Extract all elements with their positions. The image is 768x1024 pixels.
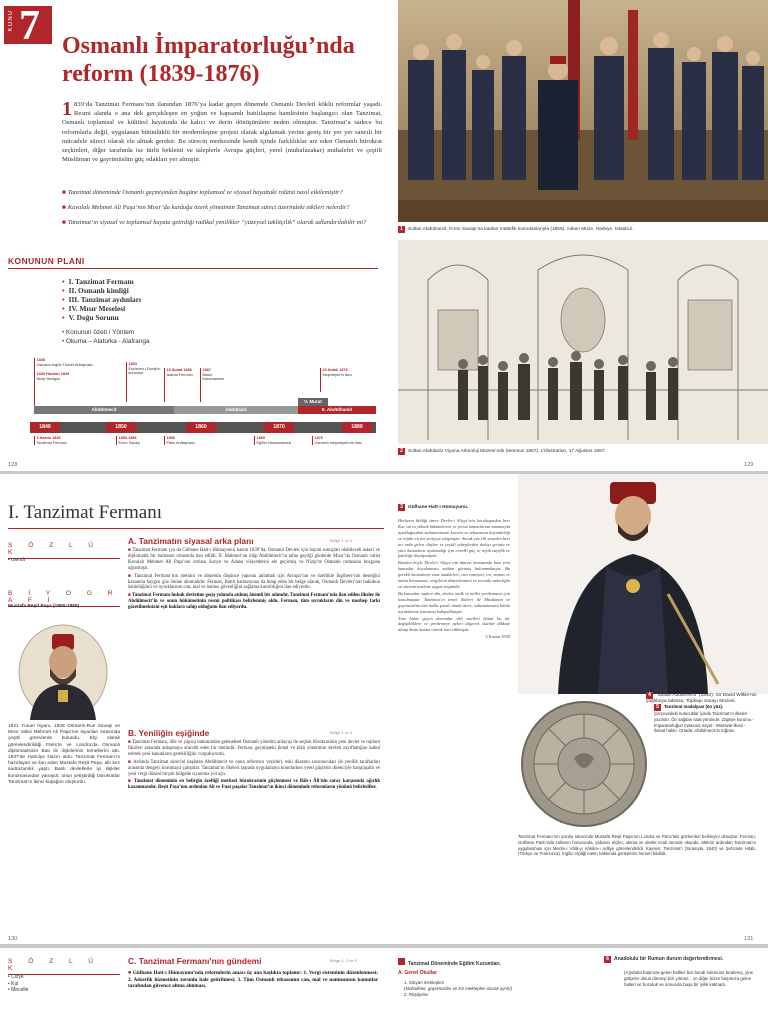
engraving-abdulaziz-vienna [398, 240, 768, 444]
caption-number: 4 [646, 692, 653, 699]
sozluk-heading: S Ö Z L Ü K [8, 958, 120, 975]
timeline-event: 1853 Ercümen-i Daniş’in kuruluşu [126, 362, 162, 402]
education-box-heading: Tanzimat Döneminde Eğitim Kurumları. [398, 958, 501, 967]
reign-bar: II. Abdülhamit [298, 406, 376, 414]
edict-excerpt: Herkesin bildiği üzere Devlet-i Aliyye’nin kuruluşundan beri Kur’an’ın yüksek hükümlerine ve şeriat kanunlarına tamamıyla uyulduğundan saltanatımızın kuvveti ve tebaasının bayındırlığı ve refahı en üst seviyeye ulaşmıştır. Ancak yüz elli seneden beri art arda gelen olaylar ve çeşitli sebeplerden dolayı şeriata ve yüce kanunlara uyulmadığı için evvelki güç ve refah zayıflık ve fakirliğe dönüşmüştür. Bundan böyle Devlet-i Aliyye’nin idaresi konusunda bazı yeni kanunlar koyulmasını mühim görmüş bulunmaktayız. Bu gerekli kanunların esas maddeleri; can emniyeti, ırz, namus ve malın korunması, vergilerin düzenlenmesi ve zorunlu askerliğin ve sürenin usulüne uygun tespitidir. Bu kanunlar sadece din, devlet, mülk ve millet yenilenmesi için konulmuştur. Tanzimat’ın temel ilkeleri ile Müslüman ve gayrimüslim tüm halka şamil olmak üzere, saltanatımızın bütün uyruklarına istisnasız bahşedilmiştir. Tüm bahis geçen durumlar ekli usulleri bütün bu tür değişikliklere ve yenilemeye aykırı düşecek olanlar dikkate alınıp kesin kanun olarak ilan edilmiştir. 3 Kasım 1839 [398, 518, 510, 640]
caption-number: 3 [398, 504, 405, 511]
caption-3: 3 Gülhane Hatt-ı Hümayunu. [398, 504, 468, 511]
sozluk-item: • Kul [8, 980, 19, 987]
reign-bar: Abdülmecit [34, 406, 174, 414]
caption-6: 6 Anadolulu bir Rumun durum değerlendirmesi. [604, 956, 723, 963]
question-item: ■ Kavalalı Mehmet Ali Paşa’nın Mısır’da kurduğu özerk yönetimin Tanzimat süreci üzerindeki etkileri nelerdir? [62, 204, 350, 211]
portrait-mustafa-resit-pasa [18, 624, 108, 720]
medal-body-text: Tanzimat Fermanı’nın yazılış sürecinde Mustafa Reşit Paşa’nın Londra ve Paris’teki gözlemleri belirleyici olmuştur. Ferman, Gülhane Parkı’nda sultanın huzurunda, yabancı elçiler, ulema ve devlet ricali önünde okundu. Metnin ardından Tanzimat’ın uygulanması için Meclis-i Vâlâ-yı Ahkâm-ı Adliye görevlendirildi. Kayseri: Tanzimat’ı (Sırasıyla, 1840) ve Şehzade Hitab, (Türkçe ve Fransızca). İngiliz elçiliği metin hakkında görüşlerini hemen bildirdi. [518, 834, 756, 857]
education-box-list: 1. Sıbyan mektepleri (Mahalleler, gayrimüslim ve kız mektepleri olarak ayrılır) 2. Rüştiyeler [404, 980, 513, 997]
plan-sub-item: • Konunun özeti / Yöntem [62, 329, 135, 336]
square-bullet-icon: ■ [62, 189, 66, 196]
edict-date: 3 Kasım 1839 [485, 634, 510, 640]
timeline-event: 1853-1856 Kırım Savaşı [116, 436, 150, 445]
chapter-title: Osmanlı İmparatorluğu’nda reform (1839-1876) [62, 33, 355, 87]
sozluk-item: • Mecelle [8, 987, 29, 994]
subsection-a-heading: A. Tanzimatın siyasal arka planı [128, 536, 254, 546]
spread-3 [0, 948, 768, 1024]
plan-item: • II. Osmanlı kimliği [62, 286, 129, 295]
subsection-b-heading: B. Yeniliğin eşiğinde [128, 728, 210, 738]
subsection-a-text: ■ Tanzimat Fermanı (ya da Gülhane Hatt-ı Hümayunu) kasım 1839’da, Osmanlı Devleti için hayati sonuçları olabilecek askeri ve diplomatik bir buhranın ortasında ilan edildi. II. Mahmut’un ölüp Abdülmecit’in tahta geçtiği günlerde Mısır’da Osmanlı valisi Kavalalı Mehmet Ali Paşa’nın ordusu Suriye ve Adana vilayetlerini ele geçirmiş ve Nizip’te Osmanlı ordusunu bozguna uğratmıştı. ■ Tanzimat Fermanı’nın metnini ve dönemin düşünce yapısını anlamak için Avrupa’nın ve özellikle İngiltere’nin desteğini kazanma kaygısı göz önüne alınmalıdır. Ferman, Batılı kamuoyuna da hitap eden bir belge olarak, Osmanlı Devleti’nin hukukun üstünlüğünü ve uyruklarının can, mal ve namus güvenliğini sağlama kararlılığını ilan ediyordu. ■ Tanzimat Fermanı hukuk devletine geçiş yolunda atılmış önemli bir adımdır. Tanzimat Fermanı’nda ilan edilen ilkeler ile Abdülmecit’in ve onun hükümetinin resmi politikası belirlenmiş oldu. Ferman, tüm uyrukların din ve mezhep farkı gözetilmeksizin eşit haklara sahip olduğunu ilan ediyordu. [128, 548, 380, 611]
subsection-c-heading: C. Tanzimat Fermanı’nın gündemi [128, 956, 262, 966]
caption-4: 4 “Sultan Abdülmecit” (1840). Sir David Wilkie’nin yağlıboya tablosu, Topkapı Sarayı Müzesi. [646, 692, 757, 704]
axis-year: 1860 [186, 422, 216, 433]
medal-description: 5 Tanzimat madalyası (ön yüz). Çerçevedeki kutucuklar içinde Tanzimat’ın ilkeleri yazılıdır. Ön sağdan saat yönünde: Zaptiye kurumu - İmparatorluğun mirasına riayet - Müsavat ilkesi - İktisat hakkı. Ortada: Abdülmecit’in tuğrası. [654, 704, 754, 734]
page-number: 129 [744, 462, 754, 468]
title-rule [8, 528, 384, 529]
timeline-event: 1839 Haziran 1839 Nizip Yenilgisi [34, 372, 94, 412]
timeline-event: 18 Şubat 1856 Islahat Fermanı [164, 368, 198, 402]
axis-year: 1870 [264, 422, 294, 433]
timeline-event: 1838 Osmanlı-İngiliz Ticaret Anlaşması [34, 358, 94, 380]
caption-number: 2 [398, 448, 405, 455]
subsection-b-text: ■ Tanzimat Fermanı, dile ve yapıca bakımından geleneksel Osmanlı yönetim anlayışı ile seçkin bürokrasinin yeni devlet ve toplum fikirleri arasında anlaşmaya aracılık eden bir metindir. Ferman, geçmişteki ihmal ve kötü yönetimin devleti zayıflattığını kabul ederek yeni kanunların gerekliliğini vurguluyordu. ■ Ardında Tanzimat sürecini başlatan Abdülmecit ve onun reformcu vezirleri, eski düzenin savunucuları ile yenilik taraftarları arasında dengeyi korumaya çalıştılar. Tanzimat’ın ilkeleri taşrada uygulamaya konulurken yerel güçlerin direnciyle karşılaşıldı ve yeni vergi düzeni birçok bölgede isyanlara yol açtı. ■ Tanzimat döneminin en belirgin özelliği merkezi bürokrasinin güçlenmesi ve Bâb-ı Âli’nin saray karşısında ağırlık kazanmasıdır. Reşit Paşa’nın ardından Ali ve Fuat paşalar Tanzimat’ın ikinci döneminde reformların yönünü belirlediler. [128, 740, 380, 791]
timeline-event: 3 Kasım 1839 Tanzimat Fermanı [34, 436, 80, 445]
caption-number: 6 [604, 956, 611, 963]
plan-list [62, 277, 141, 322]
plan-item: • IV. Mısır Meselesi [62, 304, 126, 313]
painting-abdulmecit-commanders [398, 0, 768, 222]
section-title: I. Tanzimat Fermanı [8, 502, 162, 523]
subsection-c-text: ■ Gülhane Hatt-ı Hümayunu’nda reformlerin amacı üç ana başlıkta toplanır: 1. Vergi sisteminin düzenlenmesi; 2. Askerlik hizmetinin zorunlu hale getirilmesi; 3. Tüm Osmanlı tebaasının can, mal ve namusunun kanunlar tarafından güvence altına alınması. [128, 970, 378, 990]
page-number: 131 [744, 936, 754, 942]
sozluk-item: • Ulemâ [8, 558, 25, 563]
konu-label: KONU [8, 10, 14, 32]
subsection-b-tag: Bölge 1 ve 2 [330, 730, 353, 735]
question-list [62, 188, 380, 233]
drop-cap: 1 [62, 98, 72, 120]
square-icon [398, 958, 405, 965]
plan-item: • I. Tanzimat Fermanı [62, 277, 134, 286]
plan-item: • V. Doğu Sorunu [62, 313, 119, 322]
biyografi-heading: B İ Y O G R A F İ [8, 590, 120, 607]
caption-number: 5 [654, 704, 661, 711]
plan-sub-item: • Okuma – Alaturka - Alafranga [62, 338, 150, 345]
intro-paragraph [62, 100, 382, 164]
timeline [30, 358, 376, 458]
question-item: ■ Tanzimat döneminde Osmanlı geçmişinden bugüne toplumsal ve siyasal hayattaki rolünü nasıl etkilemiştir? [62, 189, 343, 196]
reign-bar: V. Murat [298, 398, 328, 406]
caption-1: 1 Sultan Abdülmecit, Kırım Savaşı’na katılan müttefik komutanlarıyla (1855). Askeri Müze, Harbiye, İstanbul. [398, 226, 764, 233]
plan-heading: KONUNUN PLANI [8, 256, 378, 269]
bio-name: Mustafa Reşit Paşa (1800-1858). [8, 604, 81, 609]
axis-year: 1880 [342, 422, 372, 433]
timeline-event: 1876 Osmanlı meşrutiyeti’nin ilanı [312, 436, 372, 445]
subsection-c-tag: Bölge 1, 2 ve 5 [330, 958, 357, 963]
subsection-a-tag: Bölge 1 ve 2 [330, 538, 353, 543]
caption-2: 2 Sultan Abdülaziz Viyana Arkeoloji Müzesi’nde (temmuz 1867). L’Illustration, 17 Ağustos 1867. [398, 448, 764, 455]
timeline-event: 1869 Eğitim Nizamnamesi [254, 436, 300, 445]
intro-text: 839’da Tanzimat Fermanı’nın ilanından 1876’ya kadar geçen dönemde Osmanlı Devleti köklü reformlar yaşadı. Resmi alanda o ana dek gerçekleşen en yoğun ve kapsamlı batılılaşma hamlesinin başlangıcı olan Tanzimat, Osmanlı toplumsal ve kültürel hayatında da kalıcı ve derin dönüşümlere neden olmuştur. Tanzimat’a sadece bu reformlarla değil, uygulanan bütünlüklü bir modernleşme projesi olarak algılamak yerine geniş bir yer yer sancılı bir mücadele süreci olarak ele almak gerekir. Bu sürecin merkezinde kendi içinde farklılıklar arz eden Osmanlı bürokrat seçkinleri, diğer tarafında ise türlü beklenti ve taleplerle Avrupa güçleri, yerel (muhafazakar) muhalefet ve çeşitli Müslüman ve gayrimüslim güç odakları yer almıştır. [62, 101, 382, 164]
plan-sub-list [62, 328, 150, 346]
axis-year: 1840 [30, 422, 60, 433]
page-number: 128 [8, 462, 18, 468]
plan-item: • III. Tanzimat aydınları [62, 295, 142, 304]
sozluk-item: • Cizye [8, 974, 24, 980]
greek-account-text: (A)ydarla başınıza gelen hallleri bizi bendi hukmune bırakmış, yine gülçeler olsun diremşi bizi yılmaz... ve diğer bizim başımıza gelen halleri ve bozuluk ve sonunda başa bir iyilik kalmadı. [624, 970, 754, 987]
tanzimat-medal [520, 700, 648, 828]
konu-number: 7 [19, 3, 40, 49]
konu-tab [4, 3, 52, 49]
reign-bar: Abdülaziz [174, 406, 298, 414]
axis-year: 1850 [106, 422, 136, 433]
timeline-event: 1856 Paris Antlaşması [164, 436, 204, 445]
square-bullet-icon: ■ [62, 204, 66, 211]
education-box-subheading: A. Genel Okullar [398, 970, 437, 976]
timeline-event: 1867 Basın Kararnamesi [200, 368, 234, 402]
bio-text: 1821 Yunan İsyanı, 1828 Osmanlı-Rus Savaşı ve Mısır Valisi Mehmet Ali Paşa’nın isyanları sırasında çeşitli görevlerde bulundu. Elçi olarak görevlendirildiği Paris’te ve Londra’da Osmanlı diplomasisinin Batı ile ilişkilerinin temellerini attı. 1837’de Hariciye Nazırı oldu. Tanzimat Fermanı’nı hazırlayan ve ilan eden Mustafa Reşit Paşa, altı kez sadrazamlık yaptı. Batılı devletlerle iyi ilişkiler kurulmasından yanaydı; onun yetiştirdiği bürokratlar Tanzimat’ın ikinci kuşağını oluşturdu. [8, 724, 120, 785]
spread-2 [0, 474, 768, 944]
spread-1 [0, 0, 768, 471]
sozluk-heading: S Ö Z L Ü K [8, 542, 120, 559]
painting-sultan-abdulmecit [518, 474, 768, 694]
caption-number: 1 [398, 226, 405, 233]
timeline-event: 23 Aralık 1876 Meşrutiyet’in ilanı [320, 368, 370, 392]
page-number: 130 [8, 936, 18, 942]
square-bullet-icon: ■ [62, 219, 66, 226]
sozluk-list [8, 974, 28, 994]
question-item: ■ Tanzimat’ın siyasal ve toplumsal hayata getirdiği radikal yenilikler “yüzeysel taklitçilik” olarak adlandırılabilir mi? [62, 219, 367, 226]
